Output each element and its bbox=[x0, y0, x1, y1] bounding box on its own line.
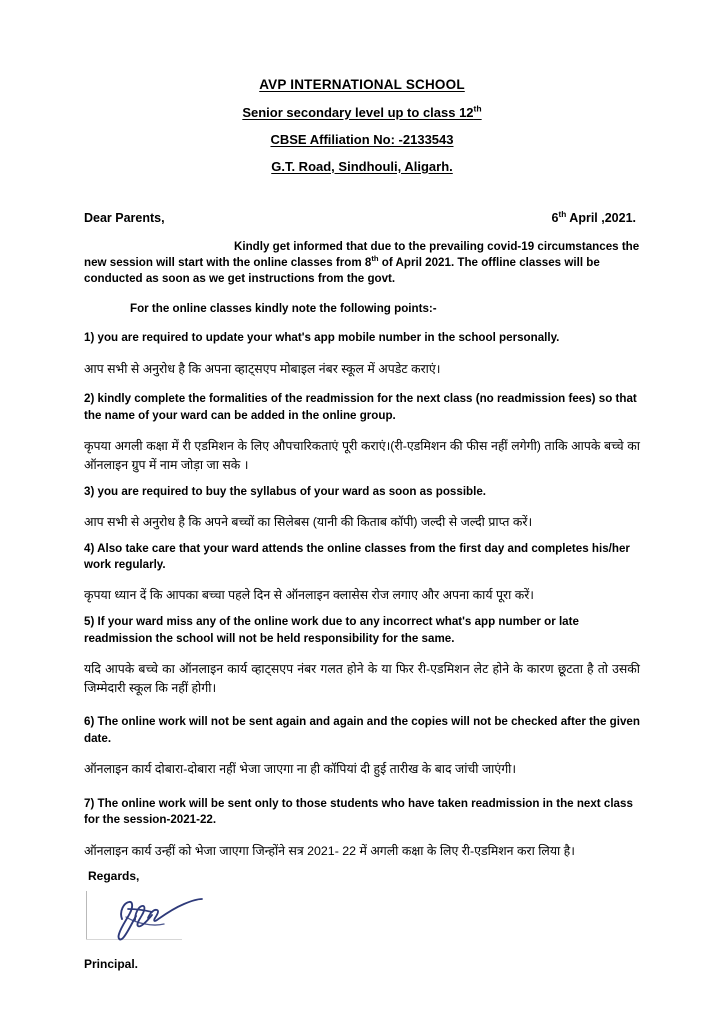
designation-text: Principal. bbox=[84, 957, 139, 972]
letter-body bbox=[84, 239, 640, 972]
intro-paragraph bbox=[84, 239, 640, 288]
points-intro: For the online classes kindly note the following points:- bbox=[130, 301, 437, 315]
point-5-hindi: यदि आपके बच्चे का ऑनलाइन कार्य व्हाट्सएप नंबर गलत होने के या फिर री-एडमिशन लेट होने के कारण छूटता है तो उसकी जिम्मेदारी स्कूल कि नहीं होगी। bbox=[84, 661, 640, 695]
school-name bbox=[84, 78, 640, 92]
intro-ordinal: th bbox=[371, 254, 379, 264]
level-ordinal: th bbox=[473, 103, 482, 114]
point-2-english: 2) kindly complete the formalities of the readmission for the next class (no readmission fees) so that the name of your ward can be added in the online group. bbox=[84, 392, 637, 422]
date-rest: April ,2021. bbox=[566, 210, 636, 225]
point-3-english: 3) you are required to buy the syllabus of your ward as soon as possible. bbox=[84, 484, 487, 498]
point-2-hindi: कृपया अगली कक्षा में री एडमिशन के लिए औपचारिकताएं पूरी कराएं।(री-एडमिशन की फीस नहीं लगेगी) ताकि आपके बच्चे का ऑनलाइन ग्रुप में नाम जोड़ा जा सके । bbox=[84, 439, 640, 472]
school-address bbox=[84, 160, 640, 173]
point-1-english: 1) you are required to update your what's app mobile number in the school personally. bbox=[84, 331, 560, 345]
date-ordinal: th bbox=[558, 209, 567, 219]
letterhead bbox=[84, 0, 640, 173]
cbse-affiliation bbox=[84, 133, 640, 146]
intro-part1: Kindly get informed that due to the prevailing covid-19 circumstances the new session will start with the online classes from 8 bbox=[84, 239, 640, 269]
point-3-hindi: आप सभी से अनुरोध है कि अपने बच्चों का सिलेबस (यानी की किताब कॉपी) जल्दी से जल्दी प्राप्त करें। bbox=[84, 514, 533, 529]
point-4-english: 4) Also take care that your ward attends the online classes from the first day and completes his/her work regularly. bbox=[84, 541, 630, 572]
intro-part2: of April 2021. The offline classes will be conducted as soon as we get instructions from the govt. bbox=[84, 255, 600, 286]
letter-date bbox=[552, 211, 640, 225]
signature-area bbox=[84, 889, 640, 951]
date-day: 6 bbox=[551, 210, 559, 225]
point-7-english: 7) The online work will be sent only to those students who have taken readmission in the next class for the session-2021-22. bbox=[84, 796, 633, 827]
school-level bbox=[84, 103, 640, 120]
point-5-english: 5) If your ward miss any of the online work due to any incorrect what's app number or late readmission the school will not be held responsibility for the same. bbox=[84, 615, 579, 645]
point-7-hindi: ऑनलाइन कार्य उन्हीं को भेजा जाएगा जिन्होंने सत्र 2021- 22 में अगली कक्षा के लिए री-एडमिशन करा लिया है। bbox=[84, 843, 575, 858]
salutation: Dear Parents, bbox=[84, 210, 165, 225]
signature-left-rule bbox=[86, 891, 87, 939]
point-1-hindi: आप सभी से अनुरोध है कि अपना व्हाट्सएप मोबाइल नंबर स्कूल में अपडेट कराएं। bbox=[84, 361, 441, 376]
point-6-english: 6) The online work will not be sent again and again and the copies will not be checked after the given date. bbox=[84, 715, 640, 745]
school-name-text: AVP INTERNATIONAL SCHOOL bbox=[259, 77, 465, 92]
cbse-affiliation-text: CBSE Affiliation No: -2133543 bbox=[270, 131, 454, 147]
regards-text: Regards, bbox=[88, 869, 140, 884]
point-6-hindi: ऑनलाइन कार्य दोबारा-दोबारा नहीं भेजा जाएगा ना ही कॉपियां दी हुई तारीख के बाद जांची जाएंगी। bbox=[84, 762, 517, 777]
point-4-hindi: कृपया ध्यान दें कि आपका बच्चा पहले दिन से ऑनलाइन क्लासेस रोज लगाए और अपना कार्य पूरा करें। bbox=[84, 588, 535, 603]
salutation-row bbox=[84, 211, 640, 225]
school-level-text: Senior secondary level up to class 12th bbox=[242, 103, 482, 120]
principal-signature bbox=[102, 889, 232, 945]
school-address-text: G.T. Road, Sindhouli, Aligarh. bbox=[271, 158, 453, 174]
